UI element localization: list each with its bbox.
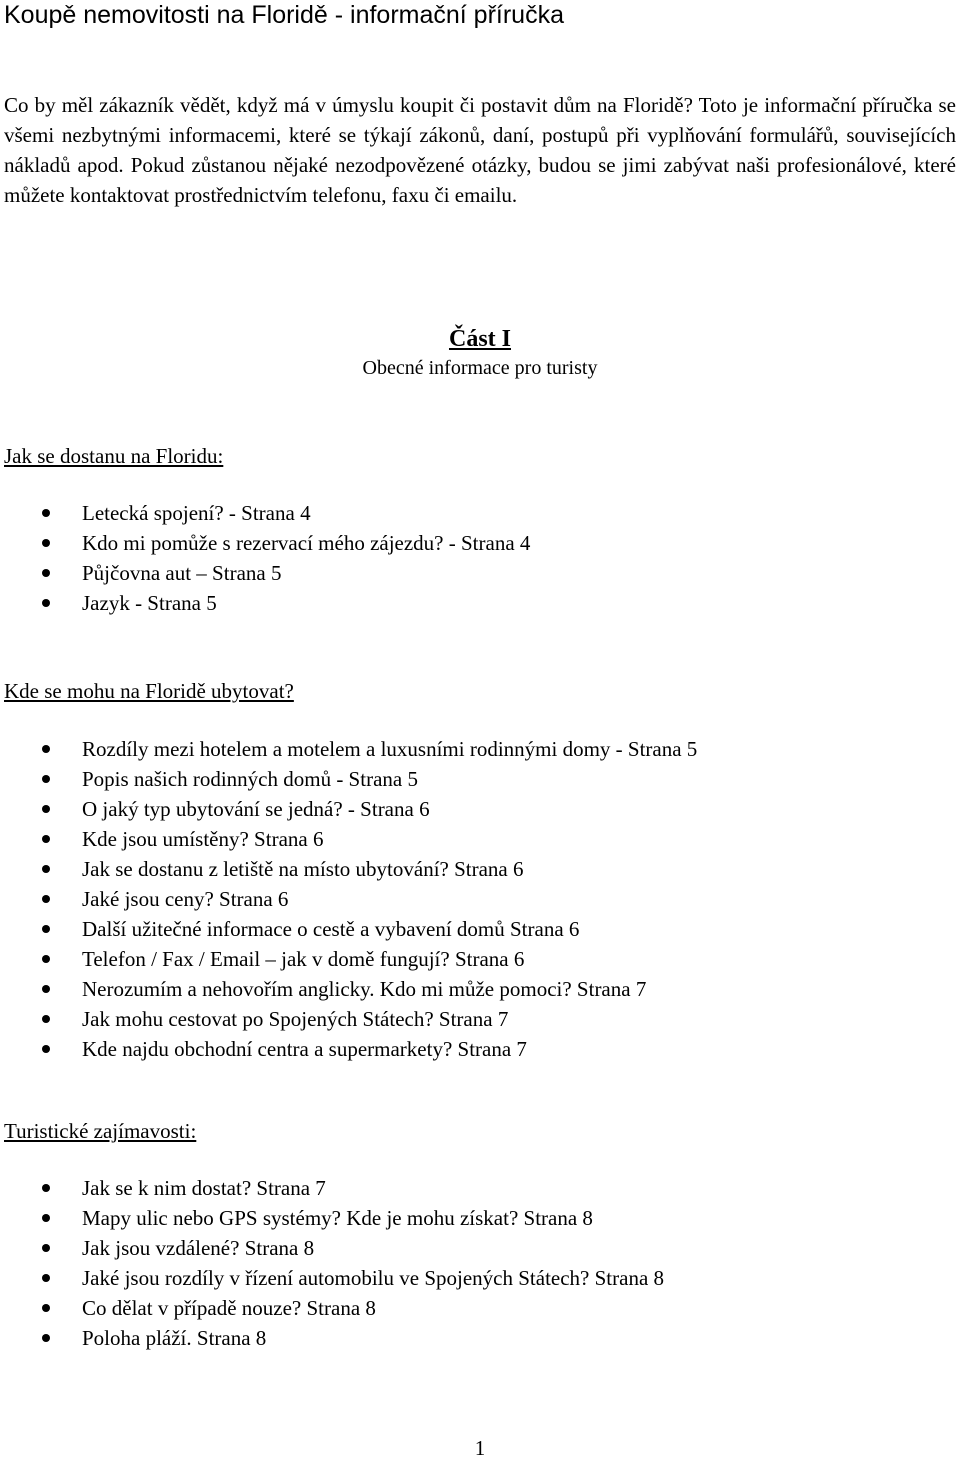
list-item-text: Půjčovna aut – Strana 5 (82, 561, 282, 585)
list-item (0, 1233, 940, 1263)
list-item (0, 794, 940, 824)
list-item (0, 974, 940, 1004)
list-item (0, 944, 940, 974)
list-item-text: Jak se k nim dostat? Strana 7 (82, 1176, 326, 1200)
bullet-icon (42, 985, 50, 993)
list-item-text: Jaké jsou rozdíly v řízení automobilu ve Spojených Státech? Strana 8 (82, 1266, 665, 1290)
bullet-icon (42, 1214, 50, 1222)
list-item-text: Kde najdu obchodní centra a supermarkety? Strana 7 (82, 1037, 527, 1061)
bullet-icon (42, 925, 50, 933)
bullet-icon (42, 805, 50, 813)
list-item-text: Další užitečné informace o cestě a vybavení domů Strana 6 (82, 917, 580, 941)
list-item (0, 1004, 940, 1034)
list-item (0, 1323, 940, 1353)
list-item (0, 1173, 940, 1203)
list-item (0, 588, 940, 618)
list-item-text: Jazyk - Strana 5 (82, 591, 217, 615)
list-item (0, 884, 940, 914)
part-subheading: Obecné informace pro turisty (362, 357, 598, 379)
list-item-text: Jak mohu cestovat po Spojených Státech? Strana 7 (82, 1007, 509, 1031)
section-heading-accommodation: Kde se mohu na Floridě ubytovat? (4, 679, 294, 703)
list-item (0, 824, 940, 854)
section-list-tourist-attractions (0, 1173, 940, 1353)
list-item-text: Poloha pláží. Strana 8 (82, 1326, 267, 1350)
list-item (0, 854, 940, 884)
list-item-text: Jak se dostanu z letiště na místo ubytování? Strana 6 (82, 857, 524, 881)
list-item-text: Kde jsou umístěny? Strana 6 (82, 827, 324, 851)
list-item-text: Telefon / Fax / Email – jak v domě fungují? Strana 6 (82, 947, 525, 971)
list-item (0, 528, 940, 558)
bullet-icon (42, 509, 50, 517)
list-item-text: Jaké jsou ceny? Strana 6 (82, 887, 289, 911)
list-item (0, 1293, 940, 1323)
intro-paragraph: Co by měl zákazník vědět, když má v úmyslu koupit či postavit dům na Floridě? Toto je informační příručka se všemi nezbytnými informacemi, které se týkají zákonů, daní, postupů při vyplňování formulářů, souvisejících nákladů apod. Pokud zůstanou nějaké nezodpovězené otázky, budou se jimi zabývat naši profesionálové, které můžete kontaktovat prostřednictvím telefonu, faxu či emailu. (4, 93, 956, 207)
section-list-getting-to-florida (0, 498, 940, 618)
list-item-text: O jaký typ ubytování se jedná? - Strana 6 (82, 797, 430, 821)
section-heading-tourist-attractions: Turistické zajímavosti: (4, 1119, 197, 1143)
bullet-icon (42, 1244, 50, 1252)
list-item (0, 558, 940, 588)
list-item-text: Nerozumím a nehovořím anglicky. Kdo mi může pomoci? Strana 7 (82, 977, 647, 1001)
bullet-icon (42, 955, 50, 963)
part-heading: Část I (448, 326, 511, 352)
bullet-icon (42, 1184, 50, 1192)
list-item-text: Letecká spojení? - Strana 4 (82, 501, 311, 525)
list-item-text: Rozdíly mezi hotelem a motelem a luxusními rodinnými domy - Strana 5 (82, 737, 698, 761)
list-item (0, 1034, 940, 1064)
bullet-icon (42, 745, 50, 753)
bullet-icon (42, 1304, 50, 1312)
bullet-icon (42, 1045, 50, 1053)
bullet-icon (42, 1274, 50, 1282)
list-item (0, 498, 940, 528)
bullet-icon (42, 599, 50, 607)
bullet-icon (42, 775, 50, 783)
bullet-icon (42, 1015, 50, 1023)
bullet-icon (42, 569, 50, 577)
bullet-icon (42, 835, 50, 843)
list-item-text: Kdo mi pomůže s rezervací mého zájezdu? - Strana 4 (82, 531, 531, 555)
section-list-accommodation (0, 734, 940, 1064)
bullet-icon (42, 1334, 50, 1342)
list-item (0, 1203, 940, 1233)
list-item (0, 734, 940, 764)
list-item (0, 1263, 940, 1293)
list-item (0, 914, 940, 944)
document-title: Koupě nemovitosti na Floridě - informační příručka (4, 1, 564, 29)
bullet-icon (42, 539, 50, 547)
list-item-text: Popis našich rodinných domů - Strana 5 (82, 767, 418, 791)
list-item-text: Co dělat v případě nouze? Strana 8 (82, 1296, 376, 1320)
list-item (0, 764, 940, 794)
list-item-text: Mapy ulic nebo GPS systémy? Kde je mohu získat? Strana 8 (82, 1206, 593, 1230)
page-number: 1 (474, 1436, 486, 1460)
section-heading-getting-to-florida: Jak se dostanu na Floridu: (4, 444, 224, 468)
bullet-icon (42, 865, 50, 873)
list-item-text: Jak jsou vzdálené? Strana 8 (82, 1236, 315, 1260)
bullet-icon (42, 895, 50, 903)
